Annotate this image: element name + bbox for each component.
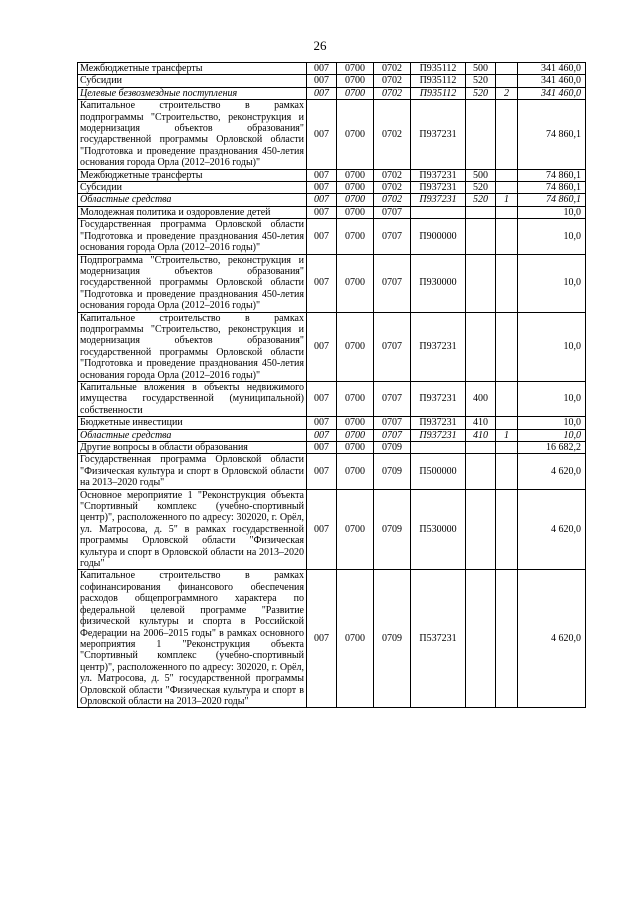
amount-cell: 4 620,0 [518,489,586,570]
target-article-cell: П935112 [411,75,466,87]
row-name-cell: Капитальное строительство в рамках подпрограммы "Строительство, реконструкция и модернизация объектов образования" государственной программы Орловской области "Подготовка и проведение празднования 450-летия основания города Орла (2012–2016 годы)" [78,312,307,381]
table-row [78,63,586,75]
row-name-cell: Областные средства [78,429,307,441]
subsection-code-cell: 0707 [374,219,411,254]
amount-cell: 74 860,1 [518,182,586,194]
table-row [78,454,586,489]
expense-type-cell: 520 [466,87,496,99]
target-article-cell: П937231 [411,169,466,181]
row-name-cell: Межбюджетные трансферты [78,169,307,181]
funding-source-cell [496,489,518,570]
target-article-cell: П930000 [411,254,466,312]
funding-source-cell [496,63,518,75]
target-article-cell: П900000 [411,219,466,254]
target-article-cell: П937231 [411,182,466,194]
subsection-code-cell: 0707 [374,381,411,416]
table-row [78,87,586,99]
funding-source-cell [496,381,518,416]
page-number: 26 [313,38,327,53]
table-row [78,489,586,570]
amount-cell: 10,0 [518,312,586,381]
target-article-cell: П530000 [411,489,466,570]
table-row [78,312,586,381]
section-code-cell: 0700 [337,100,374,169]
section-code-cell: 0700 [337,63,374,75]
row-name-cell: Областные средства [78,194,307,206]
target-article-cell: П537231 [411,570,466,708]
subsection-code-cell: 0702 [374,169,411,181]
subsection-code-cell: 0702 [374,75,411,87]
section-code-cell: 0700 [337,87,374,99]
section-code-cell: 0700 [337,417,374,429]
section-code-cell: 0700 [337,219,374,254]
target-article-cell: П500000 [411,454,466,489]
budget-table [77,62,586,708]
funding-source-cell [496,254,518,312]
amount-cell: 10,0 [518,417,586,429]
funding-source-cell [496,182,518,194]
expense-type-cell: 520 [466,194,496,206]
amount-cell: 10,0 [518,219,586,254]
subsection-code-cell: 0707 [374,254,411,312]
grbs-code-cell: 007 [307,381,337,416]
section-code-cell: 0700 [337,182,374,194]
expense-type-cell: 500 [466,169,496,181]
subsection-code-cell: 0702 [374,194,411,206]
table-row [78,169,586,181]
row-name-cell: Молодежная политика и оздоровление детей [78,206,307,218]
grbs-code-cell: 007 [307,454,337,489]
grbs-code-cell: 007 [307,194,337,206]
table-row [78,381,586,416]
row-name-cell: Подпрограмма "Строительство, реконструкция и модернизация объектов образования" государственной программы Орловской области "Подготовка и проведение празднования 450-летия основания города Орла (2012–2016 годы)" [78,254,307,312]
amount-cell: 10,0 [518,206,586,218]
expense-type-cell [466,442,496,454]
target-article-cell [411,442,466,454]
table-row [78,219,586,254]
amount-cell: 4 620,0 [518,570,586,708]
table-row [78,206,586,218]
amount-cell: 341 460,0 [518,75,586,87]
target-article-cell: П935112 [411,87,466,99]
subsection-code-cell: 0709 [374,454,411,489]
table-body [78,63,586,708]
grbs-code-cell: 007 [307,219,337,254]
row-name-cell: Капитальное строительство в рамках софинансирования финансового обеспечения расходов общепрограммного характера по федеральной целевой программе "Развитие физической культуры и спорта в Российской Федерации на 2006–2015 годы" в рамках основного мероприятия 1 "Реконструкция объекта "Спортивный комплекс (учебно-спортивный центр)", расположенного по адресу: 302020, г. Орёл, ул. Матросова, д. 5" государственной программы Орловской области "Физическая культура и спорт в Орловской области на 2013–2020 годы" [78,570,307,708]
amount-cell: 341 460,0 [518,63,586,75]
section-code-cell: 0700 [337,454,374,489]
expense-type-cell [466,489,496,570]
funding-source-cell: 1 [496,194,518,206]
table-row [78,254,586,312]
funding-source-cell [496,219,518,254]
section-code-cell: 0700 [337,489,374,570]
grbs-code-cell: 007 [307,442,337,454]
amount-cell: 74 860,1 [518,169,586,181]
subsection-code-cell: 0709 [374,489,411,570]
target-article-cell: П937231 [411,100,466,169]
expense-type-cell [466,206,496,218]
subsection-code-cell: 0707 [374,312,411,381]
section-code-cell: 0700 [337,312,374,381]
section-code-cell: 0700 [337,570,374,708]
table-row [78,100,586,169]
expense-type-cell: 400 [466,381,496,416]
funding-source-cell [496,312,518,381]
funding-source-cell [496,206,518,218]
amount-cell: 10,0 [518,429,586,441]
grbs-code-cell: 007 [307,100,337,169]
table-row [78,570,586,708]
grbs-code-cell: 007 [307,63,337,75]
funding-source-cell [496,100,518,169]
row-name-cell: Капитальное строительство в рамках подпрограммы "Строительство, реконструкция и модернизация объектов образования" государственной программы Орловской области "Подготовка и проведение празднования 450-летия основания города Орла (2012–2016 годы)" [78,100,307,169]
row-name-cell: Межбюджетные трансферты [78,63,307,75]
target-article-cell: П937231 [411,429,466,441]
grbs-code-cell: 007 [307,312,337,381]
subsection-code-cell: 0702 [374,87,411,99]
target-article-cell: П937231 [411,312,466,381]
expense-type-cell: 520 [466,75,496,87]
table-row [78,417,586,429]
table-row [78,429,586,441]
amount-cell: 341 460,0 [518,87,586,99]
funding-source-cell: 1 [496,429,518,441]
subsection-code-cell: 0707 [374,417,411,429]
expense-type-cell [466,100,496,169]
grbs-code-cell: 007 [307,429,337,441]
table-row [78,75,586,87]
section-code-cell: 0700 [337,381,374,416]
expense-type-cell [466,219,496,254]
target-article-cell: П937231 [411,194,466,206]
grbs-code-cell: 007 [307,417,337,429]
expense-type-cell: 410 [466,417,496,429]
table-row [78,194,586,206]
subsection-code-cell: 0709 [374,442,411,454]
amount-cell: 10,0 [518,381,586,416]
grbs-code-cell: 007 [307,489,337,570]
row-name-cell: Капитальные вложения в объекты недвижимого имущества государственной (муниципальной) собственности [78,381,307,416]
grbs-code-cell: 007 [307,169,337,181]
grbs-code-cell: 007 [307,570,337,708]
row-name-cell: Государственная программа Орловской области "Подготовка и проведение празднования 450-летия основания города Орла (2012–2016 годы)" [78,219,307,254]
section-code-cell: 0700 [337,194,374,206]
row-name-cell: Основное мероприятие 1 "Реконструкция объекта "Спортивный комплекс (учебно-спортивный центр)", расположенного по адресу: 302020, г. Орёл, ул. Матросова, д. 5" в рамках государственной программы Орловской области "Физическая культура и спорт в Орловской области на 2013–2020 годы" [78,489,307,570]
expense-type-cell: 520 [466,182,496,194]
grbs-code-cell: 007 [307,206,337,218]
subsection-code-cell: 0709 [374,570,411,708]
row-name-cell: Субсидии [78,182,307,194]
grbs-code-cell: 007 [307,75,337,87]
amount-cell: 74 860,1 [518,194,586,206]
target-article-cell [411,206,466,218]
expense-type-cell: 410 [466,429,496,441]
section-code-cell: 0700 [337,75,374,87]
subsection-code-cell: 0707 [374,429,411,441]
amount-cell: 16 682,2 [518,442,586,454]
amount-cell: 74 860,1 [518,100,586,169]
section-code-cell: 0700 [337,169,374,181]
subsection-code-cell: 0702 [374,63,411,75]
table-row [78,442,586,454]
subsection-code-cell: 0702 [374,100,411,169]
funding-source-cell [496,442,518,454]
section-code-cell: 0700 [337,254,374,312]
section-code-cell: 0700 [337,206,374,218]
grbs-code-cell: 007 [307,87,337,99]
funding-source-cell [496,75,518,87]
section-code-cell: 0700 [337,442,374,454]
funding-source-cell: 2 [496,87,518,99]
funding-source-cell [496,454,518,489]
funding-source-cell [496,417,518,429]
expense-type-cell [466,454,496,489]
section-code-cell: 0700 [337,429,374,441]
subsection-code-cell: 0702 [374,182,411,194]
row-name-cell: Бюджетные инвестиции [78,417,307,429]
grbs-code-cell: 007 [307,254,337,312]
row-name-cell: Государственная программа Орловской области "Физическая культура и спорт в Орловской области на 2013–2020 годы" [78,454,307,489]
row-name-cell: Целевые безвозмездные поступления [78,87,307,99]
expense-type-cell [466,312,496,381]
target-article-cell: П937231 [411,417,466,429]
expense-type-cell: 500 [466,63,496,75]
grbs-code-cell: 007 [307,182,337,194]
expense-type-cell [466,254,496,312]
expense-type-cell [466,570,496,708]
funding-source-cell [496,169,518,181]
funding-source-cell [496,570,518,708]
amount-cell: 10,0 [518,254,586,312]
row-name-cell: Субсидии [78,75,307,87]
row-name-cell: Другие вопросы в области образования [78,442,307,454]
amount-cell: 4 620,0 [518,454,586,489]
subsection-code-cell: 0707 [374,206,411,218]
target-article-cell: П935112 [411,63,466,75]
target-article-cell: П937231 [411,381,466,416]
table-row [78,182,586,194]
